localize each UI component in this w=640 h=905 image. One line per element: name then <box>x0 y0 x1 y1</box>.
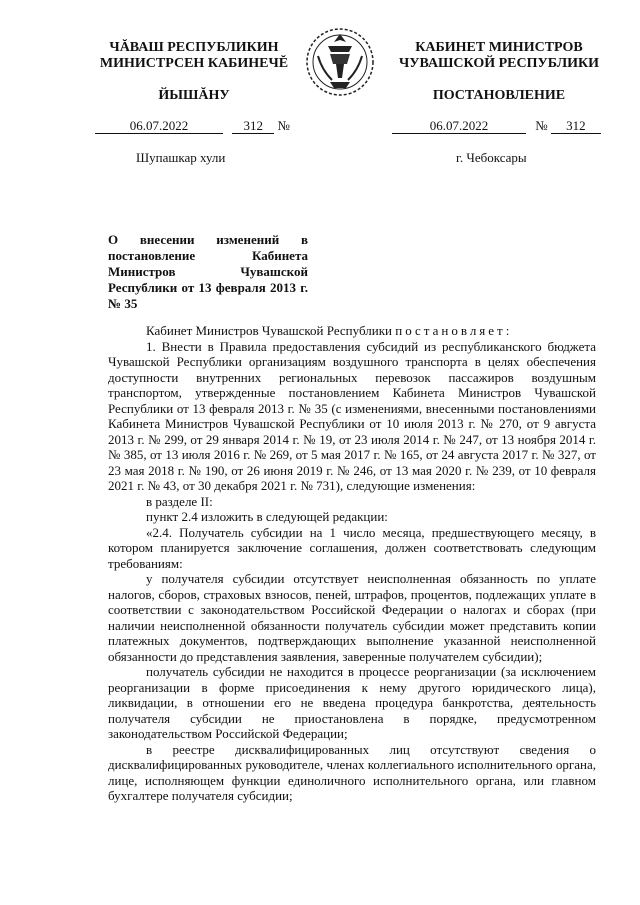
number-left: 312 <box>232 118 274 134</box>
paragraph-4: «2.4. Получатель субсидии на 1 число месяца, предшествующего месяцу, в котором планируется заключение соглашения, должен соответствовать следующим требованиям: <box>108 524 596 571</box>
header-right-line-2: ЧУВАШСКОЙ РЕСПУБЛИКИ <box>398 56 600 71</box>
place-right: г. Чебоксары <box>456 150 527 165</box>
date-left: 06.07.2022 <box>95 118 223 134</box>
header-left-document-kind: ЙЫШĂНУ <box>158 88 230 103</box>
header-right-document-kind: ПОСТАНОВЛЕНИЕ <box>432 88 566 103</box>
header-right-line-1: КАБИНЕТ МИНИСТРОВ <box>415 40 583 55</box>
dateline-left <box>95 118 290 134</box>
document-title: О внесении изменений в постановление Кабинета Министров Чувашской Республики от 13 февраля 2013 г. № 35 <box>108 232 308 311</box>
place-left: Шупашкар хули <box>136 150 226 165</box>
paragraph-1: 1. Внести в Правила предоставления субсидий из республиканского бюджета Чувашской Республики организациям воздушного транспорта в целях обеспечения доступности внутренних региональных перевозок пассажиров воздушным транспортом, утвержденные постановлением Кабинета Министров Чувашской Республики от 13 февраля 2013 г. № 35 (с изменениями, внесенными постановлениями Кабинета Министров Чувашской Республики от 10 июля 2013 г. № 270, от 9 августа 2013 г. № 299, от 29 января 2014 г. № 19, от 23 июля 2014 г. № 247, от 13 ноября 2014 г. № 385, от 13 июля 2016 г. № 269, от 5 мая 2017 г. № 165, от 24 августа 2017 г. № 327, от 23 мая 2018 г. № 190, от 26 июня 2019 г. № 246, от 13 мая 2020 г. № 239, от 10 февраля 2021 г. № 43, от 30 декабря 2021 г. № 731), следующие изменения: <box>108 338 596 493</box>
intro-paragraph <box>108 323 596 339</box>
paragraph-6: получатель субсидии не находится в процессе реорганизации (за исключением реорганизации в форме присоединения к нему другого юридического лица), ликвидации, в отношении его не введена процедура банкротства, деятельность получателя субсидии не приостановлена в порядке, предусмотренном законодательством Российской Федерации; <box>108 664 596 741</box>
dateline-right <box>392 118 601 134</box>
date-right: 06.07.2022 <box>392 118 526 134</box>
document-body <box>108 323 596 804</box>
intro-verb: постановляет: <box>395 323 513 338</box>
number-sign-left: № <box>277 118 290 133</box>
number-right: 312 <box>551 118 601 134</box>
paragraph-2: в разделе II: <box>146 493 213 509</box>
paragraph-3: пункт 2.4 изложить в следующей редакции: <box>146 509 388 524</box>
header-left-ministry-name <box>78 40 310 72</box>
chuvash-coat-of-arms-icon <box>300 20 380 100</box>
paragraph-5: у получателя субсидии отсутствует неисполненная обязанность по уплате налогов, сборов, страховых взносов, пеней, штрафов, процентов, подлежащих уплате в соответствии с законодательством Российской Федерации о налогах и сборах (при наличии неисполненной обязанности получатель субсидии может представить копии платежных документов, подтверждающих выполнение указанной неисполненной обязанности до представления заявления, заверенные получателем субсидии); <box>108 571 596 664</box>
header-left-line-2: МИНИСТРСЕН КАБИНЕЧĔ <box>99 56 289 71</box>
number-sign-right: № <box>535 118 548 133</box>
intro-lead: Кабинет Министров Чувашской Республики <box>146 323 392 338</box>
paragraph-7: в реестре дисквалифицированных лиц отсутствуют сведения о дисквалифицированных руководителе, членах коллегиального исполнительного органа, лице, исполняющем функции единоличного исполнительного органа, или главном бухгалтере получателя субсидии; <box>108 741 596 803</box>
header-right-cabinet-name <box>380 40 618 72</box>
header-left-line-1: ЧĂВАШ РЕСПУБЛИКИН <box>109 40 279 55</box>
